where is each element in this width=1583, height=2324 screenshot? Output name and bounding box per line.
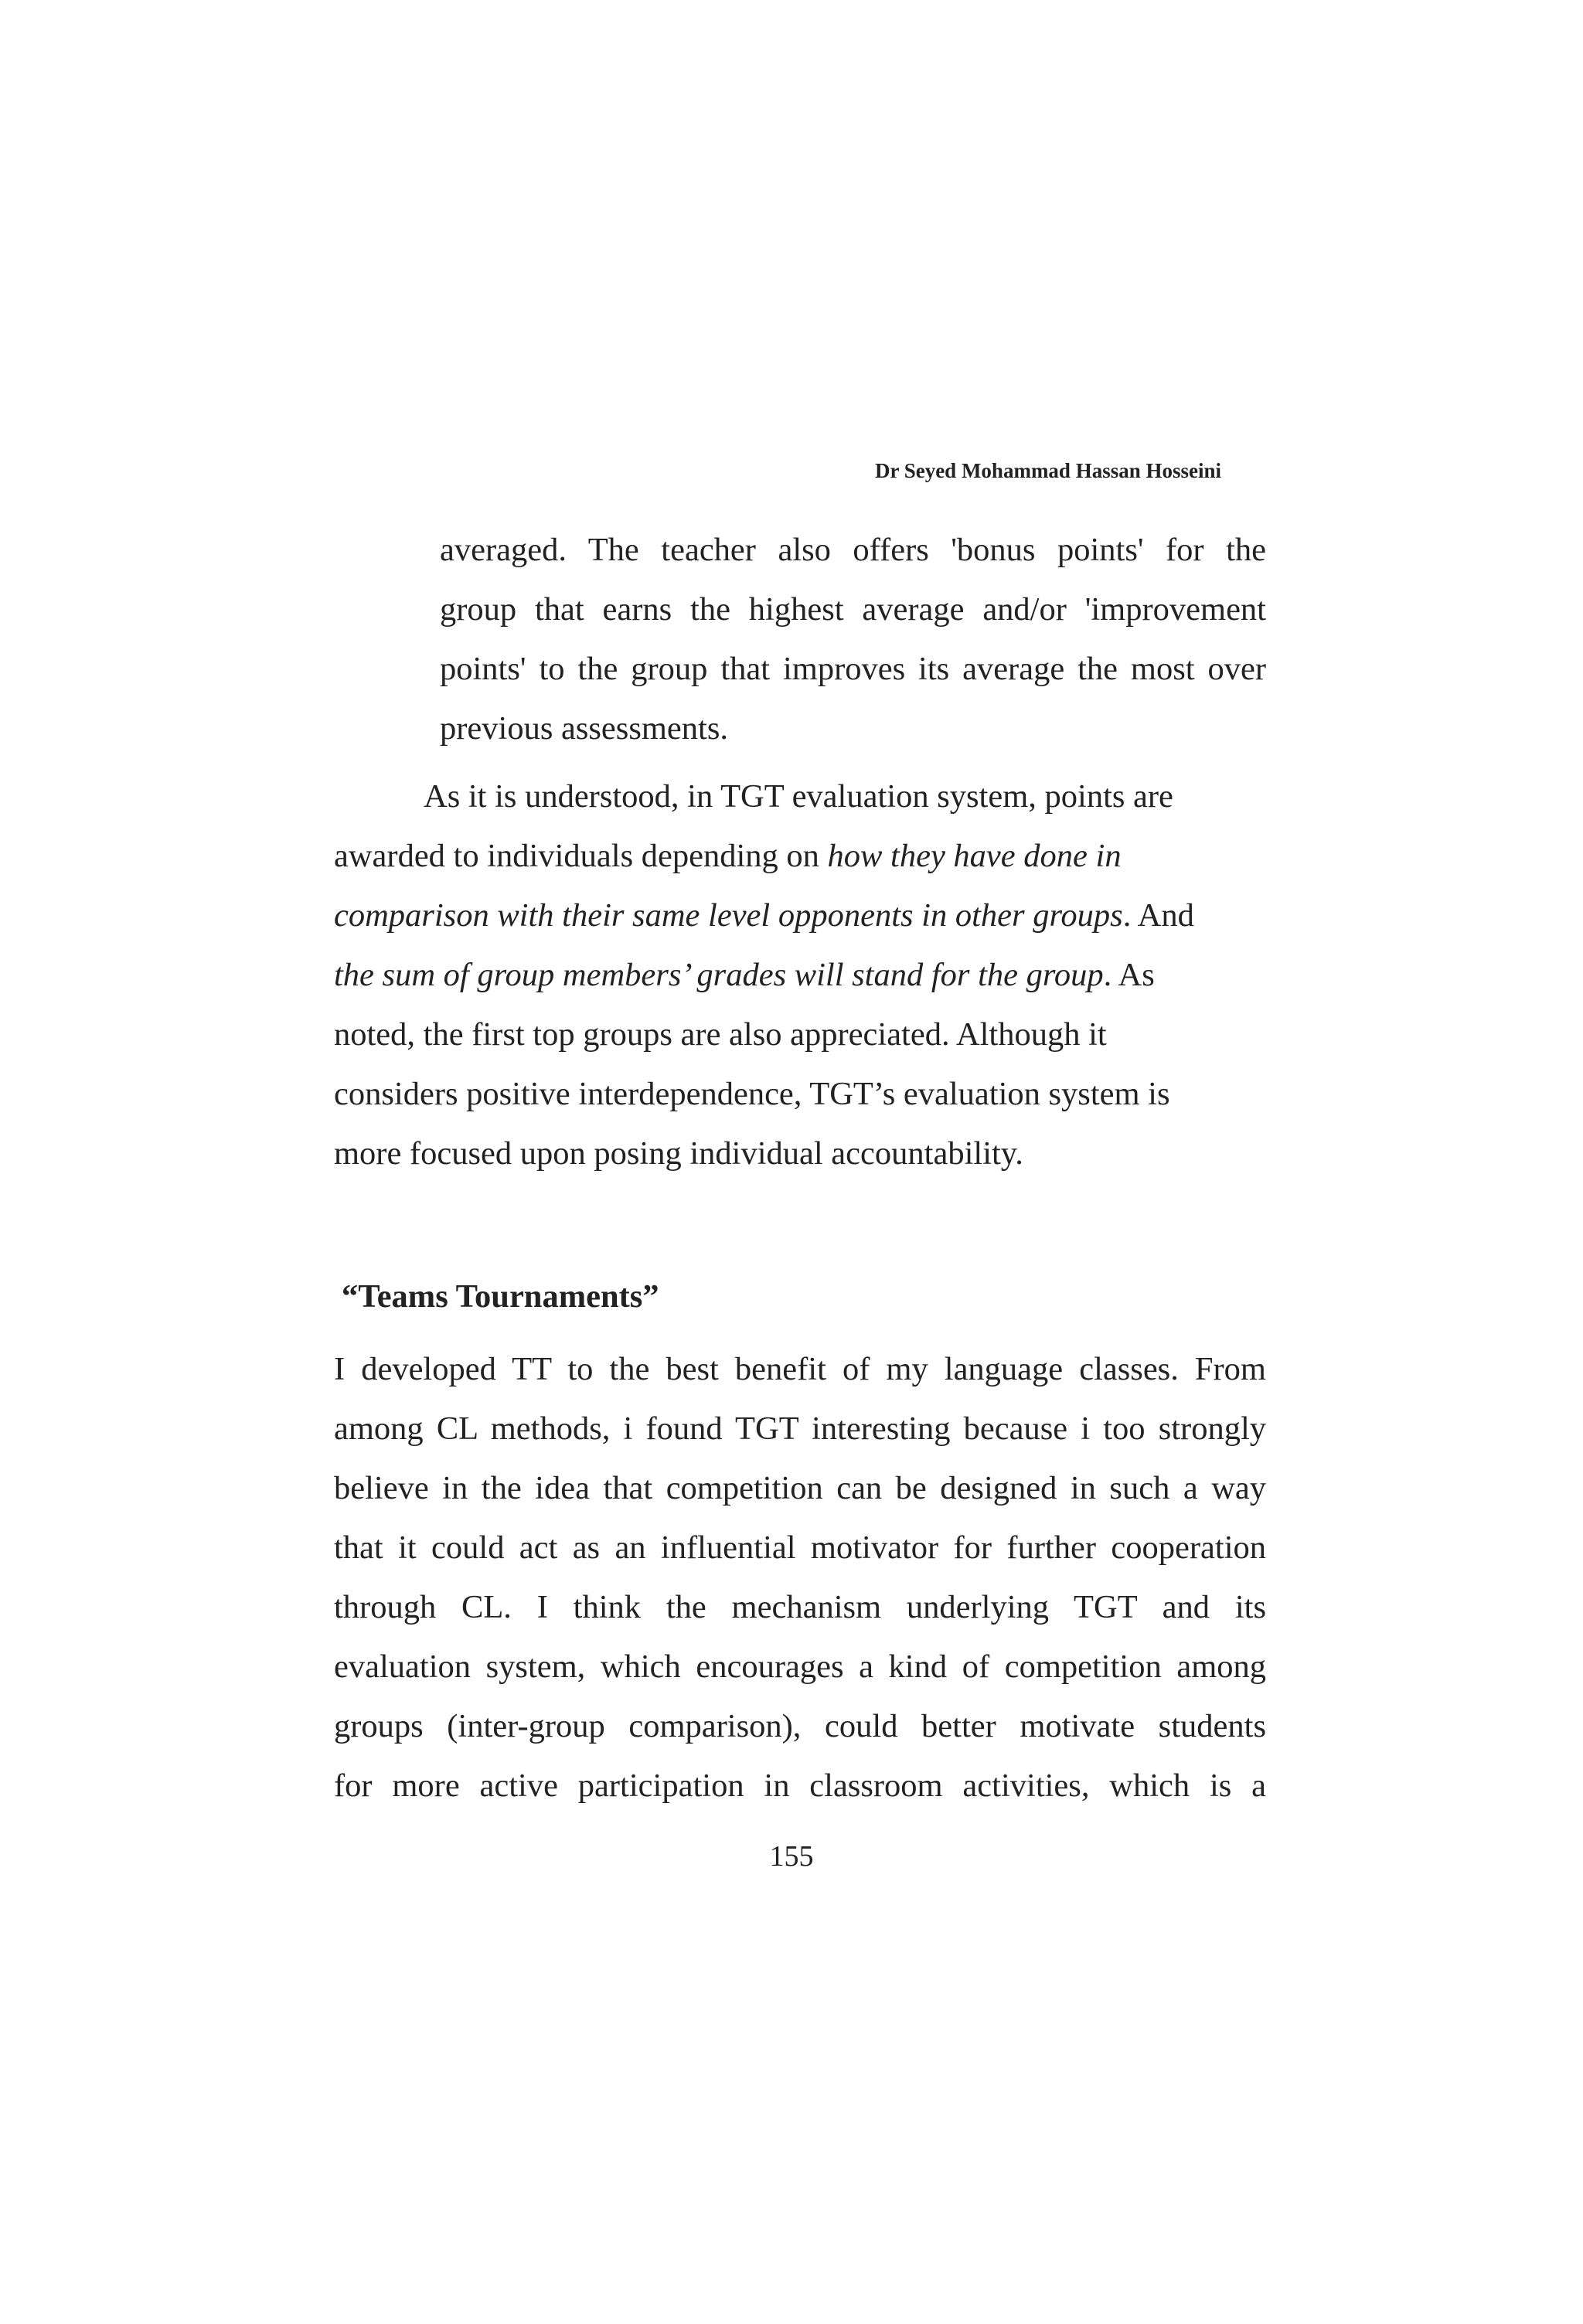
plain-text: awarded to individuals depending on (334, 838, 828, 874)
paragraph-line: more focused upon posing individual accountability. (334, 1135, 1023, 1172)
indented-quote-block (440, 520, 1266, 758)
paragraph-tgt-evaluation (334, 767, 1258, 1183)
italic-text: comparison with their same level opponents in other groups (334, 897, 1123, 934)
italic-text: the sum of group members’ grades will stand for the group (334, 957, 1104, 993)
paragraph-line: for more active participation in classroom activities, which is a (334, 1768, 1266, 1804)
paragraph-line: groups (inter-group comparison), could better motivate students (334, 1708, 1266, 1744)
paragraph-line (334, 886, 1258, 945)
paragraph-line: through CL. I think the mechanism underlying TGT and its (334, 1589, 1266, 1625)
paragraph-line: noted, the first top groups are also appreciated. Although it (334, 1016, 1107, 1053)
paragraph-line: among CL methods, i found TGT interesting because i too strongly (334, 1410, 1266, 1447)
paragraph-teams-tournaments (334, 1339, 1266, 1815)
plain-text: . As (1103, 957, 1155, 993)
paragraph-line: As it is understood, in TGT evaluation system, points are (424, 778, 1173, 815)
plain-text: . And (1122, 897, 1194, 934)
paragraph-line: that it could act as an influential motivator for further cooperation (334, 1529, 1266, 1566)
italic-text: how they have done in (827, 838, 1122, 874)
paragraph-line: I developed TT to the best benefit of my language classes. From (334, 1351, 1266, 1387)
paragraph-line: evaluation system, which encourages a kind of competition among (334, 1649, 1266, 1685)
quote-line: averaged. The teacher also offers 'bonus points' for the (440, 532, 1266, 568)
page-number: 155 (769, 1840, 814, 1873)
quote-line: previous assessments. (440, 710, 729, 747)
running-head-author: Dr Seyed Mohammad Hassan Hosseini (874, 459, 1221, 482)
paragraph-line (334, 826, 1258, 886)
paragraph-line: believe in the idea that competition can be designed in such a way (334, 1470, 1266, 1506)
section-heading: “Teams Tournaments” (342, 1278, 659, 1315)
paragraph-line (334, 945, 1258, 1005)
quote-line: points' to the group that improves its average the most over (440, 651, 1266, 687)
quote-line: group that earns the highest average and/or 'improvement (440, 591, 1266, 628)
paragraph-line: considers positive interdependence, TGT’s evaluation system is (334, 1076, 1170, 1112)
